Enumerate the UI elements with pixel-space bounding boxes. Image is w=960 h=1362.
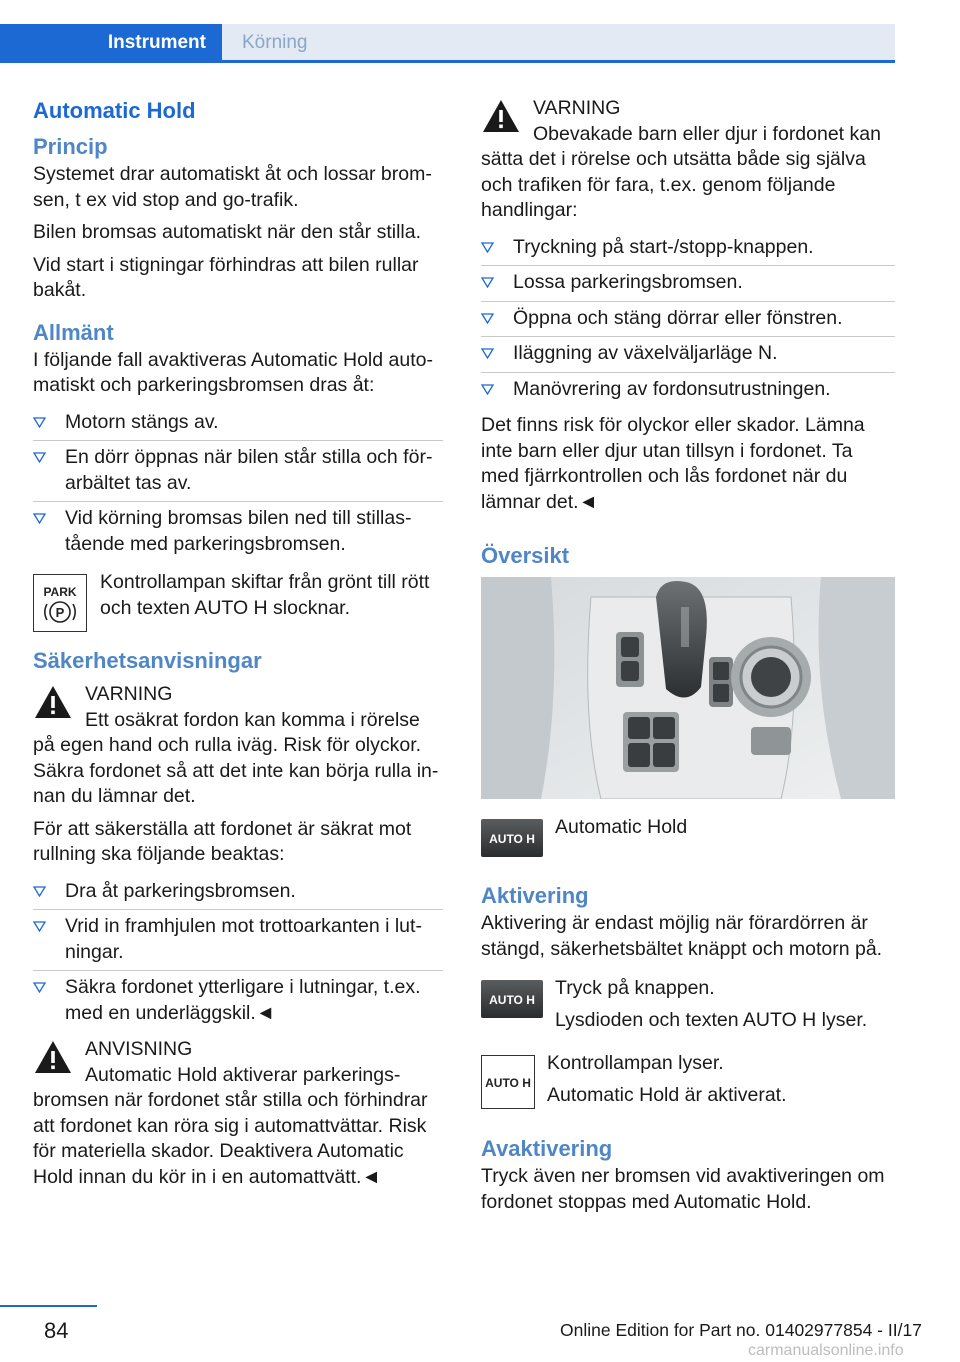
notice-icon [33,1039,73,1075]
indicator-lamp-text [481,1051,895,1108]
allmant-heading: Allmänt [33,319,114,345]
warning-1-text: Ett osäkrat fordon kan komma i rörelse på egen hand och rulla iväg. Risk för olyckor. Säkra fordonet så att det inte kan börja rulla innan du lämnar det. [33,708,439,807]
auto-hold-caption: Automatic Hold [555,816,688,838]
list-item: Tryckning på start-/stopp-knappen. [481,231,895,267]
page-number: 84 [44,1318,69,1343]
avaktivering-paragraph: Tryck även ner bromsen vid avaktiveringen om fordonet stoppas med Automatic Hold. [481,1165,885,1213]
edition-text: Online Edition for Part no. 01402977854 - II/17 [560,1320,922,1340]
list-item: Öppna och stäng dörrar eller fönstren. [481,302,895,338]
avaktivering-heading: Avaktivering [481,1136,613,1161]
warning-icon [33,684,73,720]
warning-1-list [33,875,443,1032]
lamp-line-1: Kontrollampan lyser. [547,1052,724,1074]
section-title: Automatic Hold [33,98,196,123]
svg-text:AUTO H: AUTO H [485,1076,531,1090]
list-item: Vid körning bromsas bilen ned till stillastående med parkeringsbromsen. [33,502,443,562]
warning-icon [481,98,521,134]
warning-2-heading: VARNING [533,97,621,119]
header-divider [0,60,895,63]
triangle-bullet-icon [33,417,46,428]
aktivering-heading: Aktivering [481,883,589,908]
svg-text:PARK: PARK [43,585,77,599]
center-console-photo [481,577,895,799]
triangle-bullet-icon [33,921,46,932]
allmant-list [33,406,443,563]
tab-korning[interactable]: Körning [222,24,895,61]
list-item: Lossa parkeringsbromsen. [481,266,895,302]
list-item: Motorn stängs av. [33,406,443,442]
left-column [33,96,443,1197]
princip-heading: Princip [33,134,108,159]
svg-text:P: P [55,605,65,620]
header-bar [0,0,895,62]
notice-heading: ANVISNING [85,1038,193,1060]
triangle-bullet-icon [481,242,494,253]
warning-2-list [481,231,895,408]
indicator-lamp-row [481,1051,895,1108]
auto-h-button-icon [481,980,543,1018]
list-item: Dra åt parkeringsbromsen. [33,875,443,911]
svg-text:AUTO H: AUTO H [489,993,535,1007]
list-item: En dörr öppnas när bilen står stilla och förarbältet tas av. [33,441,443,502]
warning-block-2 [481,96,895,224]
press-line-2: Lysdioden och texten AUTO H lyser. [555,1008,868,1031]
tab-instrument[interactable]: Instrument [0,24,222,61]
princip-paragraph-1: Systemet drar automatiskt åt och lossar bromsen, t ex vid stop and go-trafik. [33,163,432,211]
list-item: Iläggning av växelväljarläge N. [481,337,895,373]
svg-text:AUTO H: AUTO H [489,832,535,846]
triangle-bullet-icon [481,277,494,288]
triangle-bullet-icon [33,886,46,897]
triangle-bullet-icon [33,513,46,524]
allmant-paragraph: I följande fall avaktiveras Automatic Hold automatiskt och parkeringsbromsen dras åt: [33,348,433,396]
princip-paragraph-3: Vid start i stigningar förhindras att bilen rullar bakåt. [33,253,419,301]
oversikt-heading: Översikt [481,543,570,568]
notice-text: Automatic Hold aktiverar parkeringsbromsen när fordonet står stilla och förhindrar att fordonet kan röra sig i automattvättar. Risk för materiella skador. Deaktivera Automatic Hold innan du kör in i en automattvätt.◄ [33,1063,428,1188]
park-indicator-text: Kontrollampan skiftar från grönt till rött och texten AUTO H slocknar. [100,571,430,619]
list-item: Säkra fordonet ytterligare i lutningar, t.ex. med en underläggskil.◄ [33,971,443,1031]
auto-h-button-icon [481,819,543,857]
press-button-text [481,976,895,1033]
triangle-bullet-icon [33,452,46,463]
auto-h-button-row [481,815,895,863]
aktivering-paragraph: Aktivering är endast möjlig när förardörren är stängd, säkerhetsbältet knäppt och motorn på. [481,912,883,960]
notice-block [33,1037,443,1190]
princip-paragraph-2: Bilen bromsas automatiskt när den står stilla. [33,221,422,243]
warning-2-paragraph: Det finns risk för olyckor eller skador. Lämna inte barn eller djur utan tillsyn i fordonet. Ta med fjärrkontrollen och lås fordonet när du lämnar det.◄ [481,414,865,513]
list-item: Vrid in framhjulen mot trottoarkanten i lutningar. [33,910,443,971]
watermark: carmanualsonline.info [748,1342,904,1359]
triangle-bullet-icon [481,348,494,359]
right-column [481,96,895,1222]
list-item: Manövrering av fordonsutrustningen. [481,373,895,408]
warning-1-heading: VARNING [85,683,173,705]
park-brake-icon [33,574,87,632]
press-line-1: Tryck på knappen. [555,977,715,999]
triangle-bullet-icon [33,982,46,993]
lamp-line-2: Automatic Hold är aktiverat. [547,1083,787,1106]
triangle-bullet-icon [481,384,494,395]
auto-h-indicator-icon [481,1055,535,1109]
triangle-bullet-icon [481,313,494,324]
warning-2-text: Obevakade barn eller djur i fordonet kan sätta det i rörelse och utsätta både sig själva och trafiken för fara, t.ex. genom följande handlingar: [481,122,881,221]
press-button-row [481,976,895,1033]
warning-block-1 [33,682,443,810]
sakerhet-heading: Säkerhetsanvisningar [33,648,262,673]
footer-divider [0,1305,97,1307]
warning-1-paragraph: För att säkerställa att fordonet är säkrat mot rullning ska följande beaktas: [33,817,412,865]
park-indicator-row [33,570,443,632]
